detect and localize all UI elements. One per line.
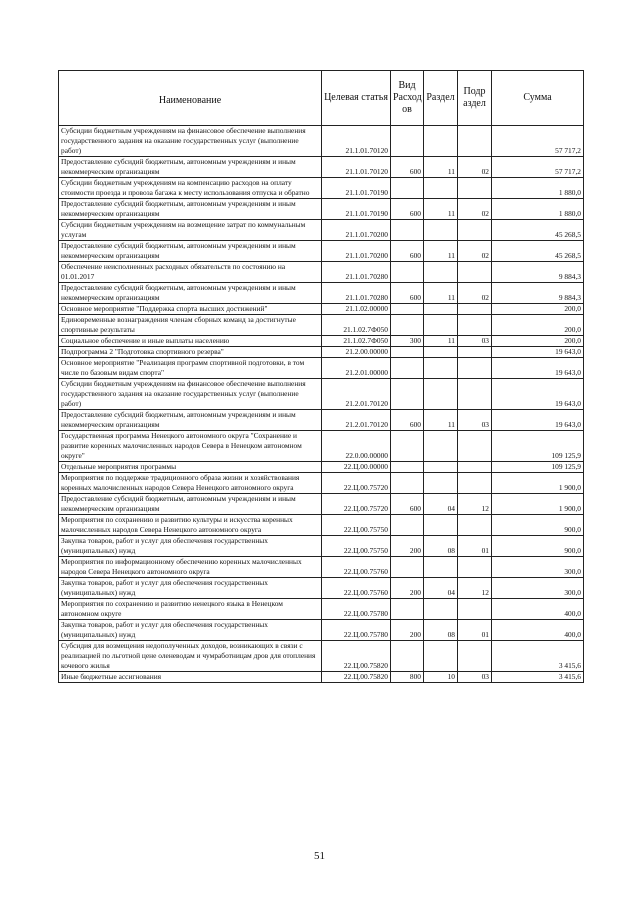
cell-target-article: 21.1.01.70120 [322, 126, 391, 157]
cell-expense-type [391, 515, 424, 536]
cell-expense-type [391, 347, 424, 358]
cell-name: Субсидия для возмещения недополученных доходов, возникающих в связи с реализацией по льготной цене оленеводам и чумработницам дров для отопления кочевого жилья [59, 641, 322, 672]
cell-target-article: 22.Ц.00.75780 [322, 599, 391, 620]
cell-sum: 300,0 [492, 557, 584, 578]
table-row [59, 199, 584, 220]
cell-subsection: 03 [458, 410, 492, 431]
cell-target-article: 22.Ц.00.75720 [322, 494, 391, 515]
cell-expense-type: 200 [391, 536, 424, 557]
cell-name: Предоставление субсидий бюджетным, автономным учреждениям и иным некоммерческим организациям [59, 157, 322, 178]
cell-expense-type: 600 [391, 283, 424, 304]
cell-section: 04 [424, 578, 458, 599]
cell-target-article: 22.Ц.00.75820 [322, 672, 391, 683]
table-row [59, 536, 584, 557]
cell-sum: 19 643,0 [492, 347, 584, 358]
cell-target-article: 21.1.01.70280 [322, 283, 391, 304]
table-row [59, 262, 584, 283]
cell-target-article: 21.2.01.70120 [322, 379, 391, 410]
cell-section: 08 [424, 620, 458, 641]
cell-name: Мероприятия по информационному обеспечению коренных малочисленных народов Севера Ненецкого автономного округа [59, 557, 322, 578]
cell-expense-type [391, 358, 424, 379]
budget-table [58, 70, 584, 683]
cell-sum: 9 884,3 [492, 262, 584, 283]
cell-subsection: 02 [458, 283, 492, 304]
cell-target-article: 21.1.02.7Ф050 [322, 315, 391, 336]
table-row [59, 157, 584, 178]
table-row [59, 178, 584, 199]
cell-name: Предоставление субсидий бюджетным, автономным учреждениям и иным некоммерческим организациям [59, 283, 322, 304]
header-subsection: Подр аздел [458, 71, 492, 126]
cell-sum: 1 900,0 [492, 473, 584, 494]
cell-target-article: 22.Ц.00.75720 [322, 473, 391, 494]
cell-sum: 300,0 [492, 578, 584, 599]
table-row [59, 283, 584, 304]
cell-sum: 3 415,6 [492, 641, 584, 672]
cell-expense-type [391, 557, 424, 578]
cell-name: Закупка товаров, работ и услуг для обеспечения государственных (муниципальных) нужд [59, 620, 322, 641]
cell-subsection [458, 515, 492, 536]
table-row [59, 494, 584, 515]
cell-target-article: 21.1.01.70200 [322, 220, 391, 241]
cell-subsection: 01 [458, 620, 492, 641]
cell-name: Подпрограмма 2 "Подготовка спортивного резерва" [59, 347, 322, 358]
cell-name: Предоставление субсидий бюджетным, автономным учреждениям и иным некоммерческим организациям [59, 199, 322, 220]
cell-sum: 200,0 [492, 315, 584, 336]
cell-sum: 1 880,0 [492, 178, 584, 199]
cell-section: 11 [424, 157, 458, 178]
cell-sum: 57 717,2 [492, 126, 584, 157]
cell-expense-type [391, 473, 424, 494]
cell-sum: 19 643,0 [492, 410, 584, 431]
cell-expense-type: 600 [391, 494, 424, 515]
table-row [59, 379, 584, 410]
cell-sum: 109 125,9 [492, 431, 584, 462]
table-row [59, 515, 584, 536]
header-section: Раздел [424, 71, 458, 126]
cell-name: Иные бюджетные ассигнования [59, 672, 322, 683]
cell-target-article: 22.Ц.00.75820 [322, 641, 391, 672]
table-row [59, 336, 584, 347]
cell-section: 11 [424, 283, 458, 304]
cell-expense-type: 600 [391, 410, 424, 431]
cell-subsection [458, 347, 492, 358]
cell-subsection [458, 358, 492, 379]
cell-sum: 900,0 [492, 536, 584, 557]
cell-subsection [458, 178, 492, 199]
cell-target-article: 21.1.01.70280 [322, 262, 391, 283]
cell-section: 08 [424, 536, 458, 557]
cell-subsection [458, 462, 492, 473]
cell-target-article: 21.2.00.00000 [322, 347, 391, 358]
cell-subsection [458, 599, 492, 620]
table-row [59, 641, 584, 672]
cell-section [424, 358, 458, 379]
cell-sum: 1 880,0 [492, 199, 584, 220]
cell-section [424, 304, 458, 315]
cell-expense-type [391, 220, 424, 241]
cell-subsection: 12 [458, 494, 492, 515]
page-number: 51 [314, 850, 325, 862]
cell-section: 11 [424, 199, 458, 220]
cell-section: 10 [424, 672, 458, 683]
cell-section: 04 [424, 494, 458, 515]
cell-expense-type [391, 379, 424, 410]
cell-section [424, 262, 458, 283]
cell-expense-type [391, 304, 424, 315]
header-name: Наименование [59, 71, 322, 126]
cell-target-article: 22.Ц.00.00000 [322, 462, 391, 473]
cell-target-article: 22.Ц.00.75760 [322, 557, 391, 578]
cell-name: Мероприятия по поддержке традиционного образа жизни и хозяйствования коренных малочисленных народов Севера Ненецкого автономного округа [59, 473, 322, 494]
cell-expense-type [391, 431, 424, 462]
cell-sum: 400,0 [492, 599, 584, 620]
cell-subsection [458, 304, 492, 315]
cell-target-article: 21.1.01.70200 [322, 241, 391, 262]
table-row [59, 473, 584, 494]
cell-subsection [458, 379, 492, 410]
cell-subsection [458, 126, 492, 157]
cell-target-article: 21.1.01.70190 [322, 178, 391, 199]
cell-subsection: 03 [458, 672, 492, 683]
table-body [59, 126, 584, 683]
cell-expense-type [391, 262, 424, 283]
cell-subsection [458, 262, 492, 283]
cell-sum: 9 884,3 [492, 283, 584, 304]
table-row [59, 315, 584, 336]
cell-sum: 19 643,0 [492, 358, 584, 379]
header-sum: Сумма [492, 71, 584, 126]
cell-target-article: 21.1.02.00000 [322, 304, 391, 315]
cell-section [424, 462, 458, 473]
cell-name: Предоставление субсидий бюджетным, автономным учреждениям и иным некоммерческим организациям [59, 410, 322, 431]
table-row [59, 126, 584, 157]
cell-subsection: 02 [458, 241, 492, 262]
table-row [59, 462, 584, 473]
cell-subsection [458, 220, 492, 241]
cell-subsection: 02 [458, 157, 492, 178]
cell-name: Единовременные вознаграждения членам сборных команд за достигнутые спортивные результаты [59, 315, 322, 336]
cell-expense-type: 800 [391, 672, 424, 683]
cell-subsection [458, 473, 492, 494]
cell-expense-type [391, 641, 424, 672]
cell-section [424, 473, 458, 494]
cell-sum: 45 268,5 [492, 220, 584, 241]
cell-subsection: 02 [458, 199, 492, 220]
cell-sum: 900,0 [492, 515, 584, 536]
cell-name: Закупка товаров, работ и услуг для обеспечения государственных (муниципальных) нужд [59, 578, 322, 599]
cell-name: Мероприятия по сохранению и развитию культуры и искусства коренных малочисленных народов Севера Ненецкого автономного округа [59, 515, 322, 536]
cell-subsection: 01 [458, 536, 492, 557]
cell-target-article: 21.1.01.70190 [322, 199, 391, 220]
table-header-row [59, 71, 584, 126]
header-target-article: Целевая статья [322, 71, 391, 126]
cell-name: Основное мероприятие "Поддержка спорта высших достижений" [59, 304, 322, 315]
table-row [59, 431, 584, 462]
cell-target-article: 21.2.01.70120 [322, 410, 391, 431]
cell-section [424, 557, 458, 578]
cell-name: Предоставление субсидий бюджетным, автономным учреждениям и иным некоммерческим организациям [59, 241, 322, 262]
cell-section [424, 431, 458, 462]
cell-subsection [458, 315, 492, 336]
cell-section [424, 178, 458, 199]
cell-section [424, 126, 458, 157]
cell-sum: 200,0 [492, 304, 584, 315]
cell-name: Субсидии бюджетным учреждениям на финансовое обеспечение выполнения государственного задания на оказание государственных услуг (выполнение работ) [59, 126, 322, 157]
cell-subsection [458, 431, 492, 462]
cell-target-article: 21.1.02.7Ф050 [322, 336, 391, 347]
cell-target-article: 22.0.00.00000 [322, 431, 391, 462]
cell-section [424, 599, 458, 620]
cell-expense-type: 600 [391, 199, 424, 220]
table-row [59, 304, 584, 315]
table-row [59, 358, 584, 379]
cell-subsection [458, 557, 492, 578]
cell-section [424, 315, 458, 336]
cell-section: 11 [424, 241, 458, 262]
cell-sum: 19 643,0 [492, 379, 584, 410]
table-row [59, 672, 584, 683]
cell-expense-type: 600 [391, 241, 424, 262]
table-row [59, 241, 584, 262]
cell-target-article: 22.Ц.00.75780 [322, 620, 391, 641]
table-row [59, 410, 584, 431]
cell-target-article: 21.2.01.00000 [322, 358, 391, 379]
cell-name: Отдельные мероприятия программы [59, 462, 322, 473]
cell-section [424, 641, 458, 672]
cell-expense-type: 300 [391, 336, 424, 347]
table-row [59, 620, 584, 641]
cell-sum: 200,0 [492, 336, 584, 347]
table-row [59, 557, 584, 578]
cell-name: Социальное обеспечение и иные выплаты населению [59, 336, 322, 347]
cell-expense-type [391, 599, 424, 620]
cell-name: Закупка товаров, работ и услуг для обеспечения государственных (муниципальных) нужд [59, 536, 322, 557]
cell-name: Мероприятия по сохранению и развитию ненецкого языка в Ненецком автономном округе [59, 599, 322, 620]
cell-subsection [458, 641, 492, 672]
cell-section [424, 347, 458, 358]
table-row [59, 578, 584, 599]
cell-target-article: 22.Ц.00.75750 [322, 536, 391, 557]
cell-target-article: 22.Ц.00.75750 [322, 515, 391, 536]
table-row [59, 347, 584, 358]
cell-sum: 3 415,6 [492, 672, 584, 683]
cell-subsection: 12 [458, 578, 492, 599]
cell-name: Субсидии бюджетным учреждениям на возмещение затрат по коммунальным услугам [59, 220, 322, 241]
cell-expense-type [391, 462, 424, 473]
cell-target-article: 21.1.01.70120 [322, 157, 391, 178]
cell-section: 11 [424, 336, 458, 347]
cell-target-article: 22.Ц.00.75760 [322, 578, 391, 599]
cell-name: Государственная программа Ненецкого автономного округа "Сохранение и развитие коренных малочисленных народов Севера в Ненецком автономном округе" [59, 431, 322, 462]
cell-expense-type: 200 [391, 620, 424, 641]
cell-name: Обеспечение неисполненных расходных обязательств по состоянию на 01.01.2017 [59, 262, 322, 283]
table-row [59, 220, 584, 241]
cell-expense-type [391, 178, 424, 199]
cell-sum: 57 717,2 [492, 157, 584, 178]
cell-section [424, 220, 458, 241]
cell-expense-type [391, 315, 424, 336]
cell-section: 11 [424, 410, 458, 431]
header-expense-type: Вид Расход ов [391, 71, 424, 126]
cell-expense-type: 200 [391, 578, 424, 599]
cell-name: Субсидии бюджетным учреждениям на компенсацию расходов на оплату стоимости проезда и провоза багажа к месту использования отпуска и обратно [59, 178, 322, 199]
cell-sum: 109 125,9 [492, 462, 584, 473]
cell-section [424, 379, 458, 410]
cell-name: Основное мероприятие "Реализация программ спортивной подготовки, в том числе по базовым видам спорта" [59, 358, 322, 379]
cell-expense-type [391, 126, 424, 157]
cell-name: Предоставление субсидий бюджетным, автономным учреждениям и иным некоммерческим организациям [59, 494, 322, 515]
cell-sum: 400,0 [492, 620, 584, 641]
table-row [59, 599, 584, 620]
cell-name: Субсидии бюджетным учреждениям на финансовое обеспечение выполнения государственного задания на оказание государственных услуг (выполнение работ) [59, 379, 322, 410]
cell-expense-type: 600 [391, 157, 424, 178]
cell-sum: 45 268,5 [492, 241, 584, 262]
cell-section [424, 515, 458, 536]
cell-sum: 1 900,0 [492, 494, 584, 515]
cell-subsection: 03 [458, 336, 492, 347]
